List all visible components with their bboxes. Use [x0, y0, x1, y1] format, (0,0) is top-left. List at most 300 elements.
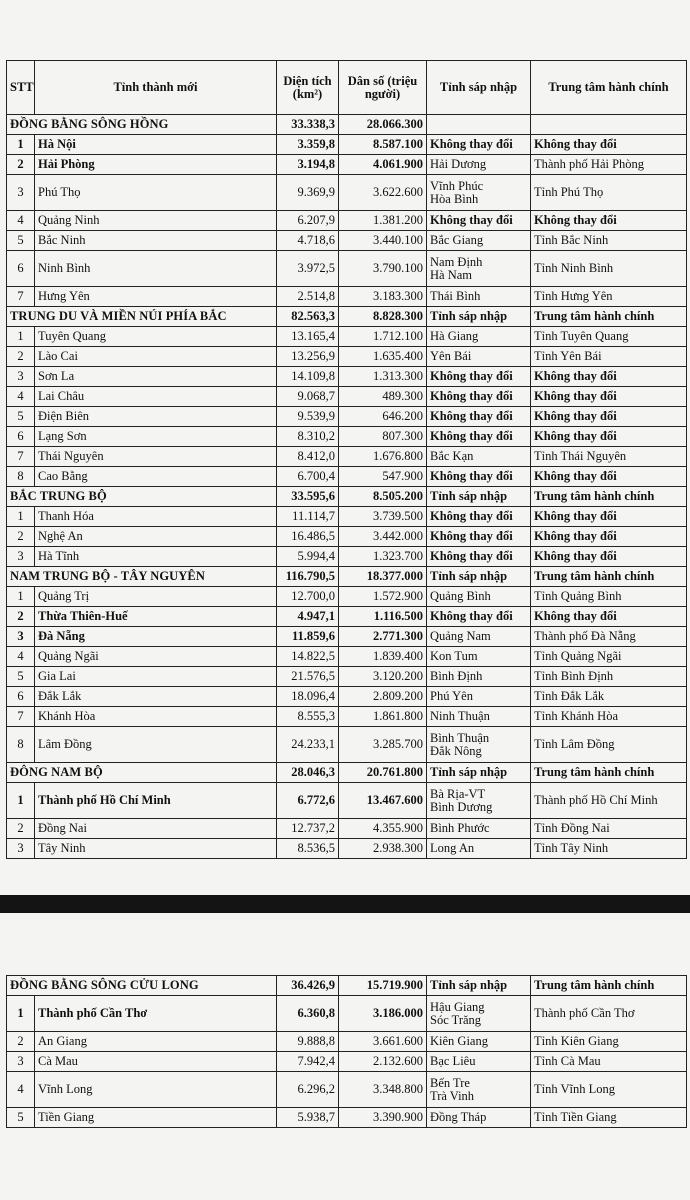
area-cell: 5.994,4	[277, 547, 339, 567]
province-cell: Ninh Bình	[35, 251, 277, 287]
merged-cell	[427, 251, 531, 287]
population-cell: 4.061.900	[339, 155, 427, 175]
stt-cell: 3	[7, 367, 35, 387]
table-row	[7, 367, 687, 387]
province-cell: Thái Nguyên	[35, 447, 277, 467]
stt-cell: 5	[7, 407, 35, 427]
merged-province: Không thay đổi	[430, 389, 513, 403]
stt-cell: 3	[7, 547, 35, 567]
population-cell: 3.186.000	[339, 996, 427, 1032]
center-cell: Không thay đổi	[531, 407, 687, 427]
area-cell: 8.536,5	[277, 839, 339, 859]
area-cell: 9.369,9	[277, 175, 339, 211]
region-center-header: Trung tâm hành chính	[531, 763, 687, 783]
merged-province: Thái Bình	[430, 289, 481, 303]
stt-cell: 4	[7, 647, 35, 667]
center-cell: Tỉnh Khánh Hòa	[531, 707, 687, 727]
area-cell: 21.576,5	[277, 667, 339, 687]
table-row	[7, 727, 687, 763]
province-cell: Đắk Lắk	[35, 687, 277, 707]
region-row	[7, 487, 687, 507]
merged-province: Không thay đổi	[430, 509, 513, 523]
merged-province: Nam Định	[430, 254, 483, 269]
table-row	[7, 1052, 687, 1072]
center-cell: Tỉnh Đồng Nai	[531, 819, 687, 839]
area-cell: 6.296,2	[277, 1072, 339, 1108]
center-cell: Tỉnh Quảng Bình	[531, 587, 687, 607]
area-cell: 6.700,4	[277, 467, 339, 487]
area-cell: 8.310,2	[277, 427, 339, 447]
merged-province: Vĩnh Phúc	[430, 178, 484, 193]
center-cell: Không thay đổi	[531, 387, 687, 407]
stt-cell: 7	[7, 287, 35, 307]
stt-cell: 1	[7, 507, 35, 527]
table-row	[7, 647, 687, 667]
merged-cell	[427, 839, 531, 859]
merged-province: Hải Dương	[430, 157, 487, 171]
province-cell: Thanh Hóa	[35, 507, 277, 527]
center-cell: Tỉnh Tiền Giang	[531, 1108, 687, 1128]
table-row	[7, 407, 687, 427]
province-cell: An Giang	[35, 1032, 277, 1052]
table-row	[7, 667, 687, 687]
province-cell: Đồng Nai	[35, 819, 277, 839]
stt-cell: 6	[7, 251, 35, 287]
population-cell: 489.300	[339, 387, 427, 407]
population-cell: 1.861.800	[339, 707, 427, 727]
merged-cell	[427, 1108, 531, 1128]
region-merged-header: Tỉnh sáp nhập	[427, 976, 531, 996]
center-cell: Tỉnh Tuyên Quang	[531, 327, 687, 347]
table-row	[7, 427, 687, 447]
table-row	[7, 547, 687, 567]
center-cell: Không thay đổi	[531, 135, 687, 155]
region-population: 20.761.800	[339, 763, 427, 783]
province-cell: Nghệ An	[35, 527, 277, 547]
center-cell: Không thay đổi	[531, 607, 687, 627]
table-body-continued	[7, 976, 687, 1128]
merged-province: Không thay đổi	[430, 469, 513, 483]
province-cell: Sơn La	[35, 367, 277, 387]
stt-cell: 4	[7, 1072, 35, 1108]
province-cell: Tây Ninh	[35, 839, 277, 859]
region-center-header	[531, 115, 687, 135]
merged-province: Không thay đổi	[430, 369, 513, 383]
merged-cell	[427, 467, 531, 487]
table-row	[7, 687, 687, 707]
area-cell: 24.233,1	[277, 727, 339, 763]
merged-province: Sóc Trăng	[430, 1012, 482, 1027]
header-merged: Tỉnh sáp nhập	[427, 61, 531, 115]
area-cell: 9.068,7	[277, 387, 339, 407]
province-cell: Hà Nội	[35, 135, 277, 155]
merged-province: Không thay đổi	[430, 137, 513, 151]
center-cell: Tỉnh Tây Ninh	[531, 839, 687, 859]
stt-cell: 5	[7, 667, 35, 687]
population-cell: 3.790.100	[339, 251, 427, 287]
center-cell: Tỉnh Bắc Ninh	[531, 231, 687, 251]
header-province: Tỉnh thành mới	[35, 61, 277, 115]
center-cell: Tỉnh Thái Nguyên	[531, 447, 687, 467]
merged-cell	[427, 647, 531, 667]
province-cell: Hưng Yên	[35, 287, 277, 307]
area-cell: 16.486,5	[277, 527, 339, 547]
province-cell: Cà Mau	[35, 1052, 277, 1072]
merged-province: Bình Phước	[430, 821, 490, 835]
area-cell: 3.359,8	[277, 135, 339, 155]
provinces-table-continued	[6, 975, 687, 1128]
population-cell: 1.381.200	[339, 211, 427, 231]
stt-cell: 2	[7, 527, 35, 547]
province-cell: Lâm Đồng	[35, 727, 277, 763]
center-cell: Không thay đổi	[531, 427, 687, 447]
merged-cell	[427, 447, 531, 467]
stt-cell: 2	[7, 607, 35, 627]
province-cell: Tuyên Quang	[35, 327, 277, 347]
region-center-header: Trung tâm hành chính	[531, 307, 687, 327]
region-area: 116.790,5	[277, 567, 339, 587]
provinces-table	[6, 60, 687, 859]
population-cell: 1.635.400	[339, 347, 427, 367]
population-cell: 2.938.300	[339, 839, 427, 859]
merged-province: Yên Bái	[430, 349, 472, 363]
area-cell: 3.194,8	[277, 155, 339, 175]
center-cell: Tỉnh Yên Bái	[531, 347, 687, 367]
province-cell: Lạng Sơn	[35, 427, 277, 447]
center-cell: Không thay đổi	[531, 467, 687, 487]
population-cell: 4.355.900	[339, 819, 427, 839]
merged-cell	[427, 175, 531, 211]
merged-cell	[427, 1052, 531, 1072]
merged-cell	[427, 707, 531, 727]
table-row	[7, 231, 687, 251]
population-cell: 3.661.600	[339, 1032, 427, 1052]
region-name: BẮC TRUNG BỘ	[7, 487, 277, 507]
area-cell: 14.109,8	[277, 367, 339, 387]
population-cell: 646.200	[339, 407, 427, 427]
province-cell: Thành phố Hồ Chí Minh	[35, 783, 277, 819]
center-cell: Thành phố Đà Nẵng	[531, 627, 687, 647]
stt-cell: 5	[7, 231, 35, 251]
center-cell: Tỉnh Bình Định	[531, 667, 687, 687]
area-cell: 13.165,4	[277, 327, 339, 347]
area-cell: 3.972,5	[277, 251, 339, 287]
center-cell: Tỉnh Cà Mau	[531, 1052, 687, 1072]
merged-cell	[427, 1032, 531, 1052]
merged-cell	[427, 387, 531, 407]
population-cell: 3.348.800	[339, 1072, 427, 1108]
center-cell: Thành phố Hồ Chí Minh	[531, 783, 687, 819]
merged-cell	[427, 1072, 531, 1108]
center-cell: Tỉnh Quảng Ngãi	[531, 647, 687, 667]
area-cell: 11.859,6	[277, 627, 339, 647]
merged-cell	[427, 527, 531, 547]
stt-cell: 4	[7, 387, 35, 407]
merged-cell	[427, 783, 531, 819]
table-row	[7, 135, 687, 155]
region-merged-header: Tỉnh sáp nhập	[427, 567, 531, 587]
merged-province: Bình Định	[430, 669, 483, 683]
population-cell: 3.390.900	[339, 1108, 427, 1128]
population-cell: 3.285.700	[339, 727, 427, 763]
header-center: Trung tâm hành chính	[531, 61, 687, 115]
population-cell: 547.900	[339, 467, 427, 487]
region-area: 28.046,3	[277, 763, 339, 783]
stt-cell: 3	[7, 1052, 35, 1072]
stt-cell: 3	[7, 627, 35, 647]
stt-cell: 1	[7, 783, 35, 819]
area-cell: 4.947,1	[277, 607, 339, 627]
region-name: ĐỒNG BẰNG SÔNG CỬU LONG	[7, 976, 277, 996]
stt-cell: 2	[7, 1032, 35, 1052]
center-cell: Không thay đổi	[531, 527, 687, 547]
population-cell: 1.572.900	[339, 587, 427, 607]
merged-province: Trà Vinh	[430, 1088, 475, 1103]
region-merged-header: Tỉnh sáp nhập	[427, 307, 531, 327]
table-page-2	[0, 913, 690, 1200]
stt-cell: 6	[7, 687, 35, 707]
table-row	[7, 467, 687, 487]
merged-province: Quảng Nam	[430, 629, 491, 643]
merged-province: Bà Rịa-VT	[430, 786, 486, 801]
merged-province: Hòa Bình	[430, 191, 479, 206]
region-area: 33.595,6	[277, 487, 339, 507]
population-cell: 1.116.500	[339, 607, 427, 627]
population-cell: 3.622.600	[339, 175, 427, 211]
region-center-header: Trung tâm hành chính	[531, 567, 687, 587]
area-cell: 14.822,5	[277, 647, 339, 667]
region-center-header: Trung tâm hành chính	[531, 976, 687, 996]
region-merged-header	[427, 115, 531, 135]
stt-cell: 7	[7, 707, 35, 727]
population-cell: 1.839.400	[339, 647, 427, 667]
region-area: 36.426,9	[277, 976, 339, 996]
province-cell: Quảng Ninh	[35, 211, 277, 231]
area-cell: 7.942,4	[277, 1052, 339, 1072]
merged-cell	[427, 687, 531, 707]
stt-cell: 1	[7, 135, 35, 155]
table-row	[7, 1108, 687, 1128]
table-row	[7, 387, 687, 407]
region-merged-header: Tỉnh sáp nhập	[427, 487, 531, 507]
merged-province: Ninh Thuận	[430, 709, 490, 723]
area-cell: 2.514,8	[277, 287, 339, 307]
region-area: 82.563,3	[277, 307, 339, 327]
region-name: ĐÔNG NAM BỘ	[7, 763, 277, 783]
population-cell: 1.676.800	[339, 447, 427, 467]
merged-province: Không thay đổi	[430, 529, 513, 543]
population-cell: 2.771.300	[339, 627, 427, 647]
area-cell: 13.256,9	[277, 347, 339, 367]
table-row	[7, 347, 687, 367]
area-cell: 6.360,8	[277, 996, 339, 1032]
table-row	[7, 447, 687, 467]
province-cell: Tiền Giang	[35, 1108, 277, 1128]
merged-province: Bình Thuận	[430, 730, 490, 745]
region-row	[7, 567, 687, 587]
region-population: 8.505.200	[339, 487, 427, 507]
province-cell: Thừa Thiên-Huế	[35, 607, 277, 627]
province-cell: Điện Biên	[35, 407, 277, 427]
region-population: 8.828.300	[339, 307, 427, 327]
center-cell: Tỉnh Hưng Yên	[531, 287, 687, 307]
center-cell: Thành phố Cần Thơ	[531, 996, 687, 1032]
stt-cell: 6	[7, 427, 35, 447]
merged-province: Quảng Bình	[430, 589, 491, 603]
stt-cell: 2	[7, 819, 35, 839]
merged-cell	[427, 347, 531, 367]
merged-province: Hậu Giang	[430, 999, 485, 1014]
table-body	[7, 115, 687, 859]
merged-cell	[427, 547, 531, 567]
region-name: NAM TRUNG BỘ - TÂY NGUYÊN	[7, 567, 277, 587]
province-cell: Vĩnh Long	[35, 1072, 277, 1108]
region-name: ĐỒNG BẰNG SÔNG HỒNG	[7, 115, 277, 135]
population-cell: 8.587.100	[339, 135, 427, 155]
merged-cell	[427, 507, 531, 527]
merged-province: Đồng Tháp	[430, 1110, 487, 1124]
table-row	[7, 1032, 687, 1052]
center-cell: Không thay đổi	[531, 211, 687, 231]
merged-cell	[427, 135, 531, 155]
merged-province: Long An	[430, 841, 475, 855]
area-cell: 9.539,9	[277, 407, 339, 427]
table-row	[7, 1072, 687, 1108]
area-cell: 8.555,3	[277, 707, 339, 727]
region-row	[7, 307, 687, 327]
province-cell: Khánh Hòa	[35, 707, 277, 727]
region-merged-header: Tỉnh sáp nhập	[427, 763, 531, 783]
province-cell: Cao Bằng	[35, 467, 277, 487]
population-cell: 13.467.600	[339, 783, 427, 819]
merged-province: Bình Dương	[430, 799, 493, 814]
center-cell: Tỉnh Lâm Đồng	[531, 727, 687, 763]
province-cell: Phú Thọ	[35, 175, 277, 211]
population-cell: 1.712.100	[339, 327, 427, 347]
center-cell: Tỉnh Kiên Giang	[531, 1032, 687, 1052]
stt-cell: 8	[7, 727, 35, 763]
province-cell: Quảng Trị	[35, 587, 277, 607]
region-population: 28.066.300	[339, 115, 427, 135]
region-population: 15.719.900	[339, 976, 427, 996]
page-separator	[0, 895, 690, 913]
stt-cell: 1	[7, 996, 35, 1032]
merged-cell	[427, 287, 531, 307]
center-cell: Không thay đổi	[531, 367, 687, 387]
merged-province: Phú Yên	[430, 689, 473, 703]
population-cell: 807.300	[339, 427, 427, 447]
population-cell: 1.313.300	[339, 367, 427, 387]
merged-cell	[427, 996, 531, 1032]
stt-cell: 8	[7, 467, 35, 487]
merged-cell	[427, 667, 531, 687]
area-cell: 12.737,2	[277, 819, 339, 839]
stt-cell: 3	[7, 839, 35, 859]
merged-cell	[427, 427, 531, 447]
stt-cell: 1	[7, 327, 35, 347]
center-cell: Không thay đổi	[531, 547, 687, 567]
province-cell: Gia Lai	[35, 667, 277, 687]
table-row	[7, 607, 687, 627]
area-cell: 6.207,9	[277, 211, 339, 231]
center-cell: Tỉnh Vĩnh Long	[531, 1072, 687, 1108]
table-row	[7, 587, 687, 607]
province-cell: Bắc Ninh	[35, 231, 277, 251]
table-row	[7, 819, 687, 839]
region-row	[7, 976, 687, 996]
region-population: 18.377.000	[339, 567, 427, 587]
population-cell: 3.442.000	[339, 527, 427, 547]
merged-cell	[427, 367, 531, 387]
area-cell: 4.718,6	[277, 231, 339, 251]
area-cell: 12.700,0	[277, 587, 339, 607]
province-cell: Hải Phòng	[35, 155, 277, 175]
merged-province: Không thay đổi	[430, 213, 513, 227]
header-stt: STT	[7, 61, 35, 115]
table-row	[7, 155, 687, 175]
merged-cell	[427, 231, 531, 251]
table-row	[7, 527, 687, 547]
merged-cell	[427, 587, 531, 607]
merged-province: Không thay đổi	[430, 409, 513, 423]
population-cell: 3.120.200	[339, 667, 427, 687]
stt-cell: 5	[7, 1108, 35, 1128]
merged-province: Bắc Giang	[430, 233, 484, 247]
stt-cell: 2	[7, 347, 35, 367]
header-population: Dân số (triệu người)	[339, 61, 427, 115]
area-cell: 5.938,7	[277, 1108, 339, 1128]
population-cell: 1.323.700	[339, 547, 427, 567]
region-area: 33.338,3	[277, 115, 339, 135]
merged-province: Bạc Liêu	[430, 1054, 476, 1068]
header-area: Diện tích (km²)	[277, 61, 339, 115]
area-cell: 11.114,7	[277, 507, 339, 527]
merged-cell	[427, 327, 531, 347]
table-row	[7, 327, 687, 347]
table-row	[7, 839, 687, 859]
area-cell: 8.412,0	[277, 447, 339, 467]
table-row	[7, 507, 687, 527]
population-cell: 2.132.600	[339, 1052, 427, 1072]
merged-province: Bến Tre	[430, 1075, 470, 1090]
header-row	[7, 61, 687, 115]
table-row	[7, 783, 687, 819]
center-cell: Thành phố Hải Phòng	[531, 155, 687, 175]
province-cell: Thành phố Cần Thơ	[35, 996, 277, 1032]
table-row	[7, 175, 687, 211]
stt-cell: 3	[7, 175, 35, 211]
province-cell: Quảng Ngãi	[35, 647, 277, 667]
merged-cell	[427, 155, 531, 175]
area-cell: 6.772,6	[277, 783, 339, 819]
table-row	[7, 707, 687, 727]
center-cell: Không thay đổi	[531, 507, 687, 527]
table-row	[7, 627, 687, 647]
province-cell: Đà Nẵng	[35, 627, 277, 647]
population-cell: 3.739.500	[339, 507, 427, 527]
merged-province: Hà Nam	[430, 267, 472, 282]
merged-cell	[427, 627, 531, 647]
merged-cell	[427, 727, 531, 763]
province-cell: Lai Châu	[35, 387, 277, 407]
stt-cell: 7	[7, 447, 35, 467]
province-cell: Lào Cai	[35, 347, 277, 367]
region-row	[7, 763, 687, 783]
center-cell: Tỉnh Ninh Bình	[531, 251, 687, 287]
merged-cell	[427, 211, 531, 231]
merged-province: Đắk Nông	[430, 743, 482, 758]
region-row	[7, 115, 687, 135]
